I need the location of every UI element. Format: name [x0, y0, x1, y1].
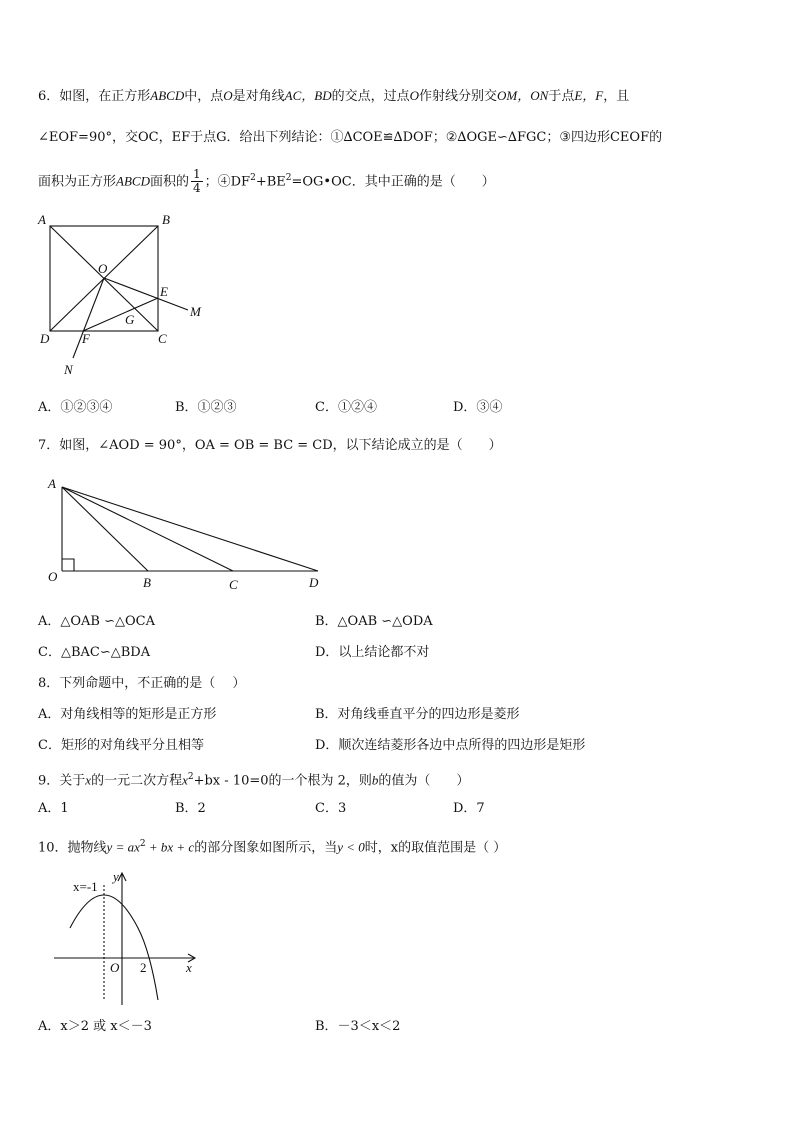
q10-option-a[interactable]: A．x＞2 或 x＜－3 — [38, 1019, 152, 1034]
q9-option-c[interactable]: C．3 — [315, 801, 347, 816]
label-O: O — [48, 569, 58, 584]
q7-stem: 7．如图，∠AOD = 90°，OA = OB = BC = CD，以下结论成立的是（ ） — [38, 438, 502, 453]
q10-option-b[interactable]: B．－3＜x＜2 — [315, 1019, 401, 1034]
q8-option-d[interactable]: D．顺次连结菱形各边中点所得的四边形是矩形 — [315, 738, 586, 753]
q9-stem: 9．关于x的一元二次方程$x^2+bx - 10=0$的一个根为 2，则b的值为（ ） — [38, 772, 470, 789]
label-y: y — [113, 869, 119, 884]
label-B: B — [162, 212, 170, 227]
label-F: F — [82, 331, 90, 346]
label-D: D — [40, 331, 50, 346]
q10-stem: 10．抛物线$y = ax^2$ + bx + c的部分图象如图所示，当y < 0时，x的取值范围是（ ） — [38, 839, 507, 856]
label-E: E — [160, 284, 168, 299]
q9-option-a[interactable]: A．1 — [38, 801, 69, 816]
label-two: 2 — [140, 960, 147, 975]
label-x: x — [186, 960, 192, 975]
parabola-curve — [70, 895, 158, 1000]
label-A: A — [38, 212, 46, 227]
q8-stem: 8．下列命题中，不正确的是（ ） — [38, 676, 246, 691]
label-A: A — [48, 476, 56, 491]
label-N: N — [64, 362, 73, 377]
q7-option-b[interactable]: B．△OAB ∽△ODA — [315, 614, 433, 629]
q6-option-b[interactable]: B．①②③ — [175, 400, 237, 415]
q6-line-1: 6．如图，在正方形ABCD中，点O是对角线AC，BD的交点，过点O作射线分别交OM，ON于点E，F，且 — [38, 88, 630, 104]
label-M: M — [190, 304, 201, 319]
q6-line-2: ∠EOF=90°，交OC，EF于点G．给出下列结论：①∆COE≌∆DOF；②∆OGE∽∆FGC；③四边形CEOF的 — [38, 130, 663, 145]
label-O: O — [98, 261, 108, 276]
label-C: C — [229, 577, 238, 592]
q7-option-d[interactable]: D．以上结论都不对 — [315, 645, 430, 660]
q8-option-c[interactable]: C．矩形的对角线平分且相等 — [38, 738, 204, 753]
label-D: D — [309, 575, 319, 590]
label-B: B — [143, 575, 151, 590]
q6-line-3: 面积为正方形ABCD面积的 $\frac{1}{4}$ ；$④DF^2+BE^2=OG•OC$．其中正确的是（ ） — [38, 167, 495, 196]
label-C: C — [158, 331, 167, 346]
q8-option-b[interactable]: B．对角线垂直平分的四边形是菱形 — [315, 707, 520, 722]
q7-option-c[interactable]: C．△BAC∽△BDA — [38, 645, 151, 660]
fraction-one-quarter: $\frac{1}{4}$ — [192, 167, 201, 196]
q8-option-a[interactable]: A．对角线相等的矩形是正方形 — [38, 707, 217, 722]
label-origin: O — [110, 960, 120, 975]
q9-option-d[interactable]: D．7 — [453, 801, 485, 816]
q6-option-d[interactable]: D．③④ — [453, 400, 503, 415]
label-G: G — [125, 312, 135, 327]
q7-option-a[interactable]: A．△OAB ∽△OCA — [38, 614, 156, 629]
q9-option-b[interactable]: B．2 — [175, 801, 206, 816]
q6-option-a[interactable]: A．①②③④ — [38, 400, 113, 415]
q6-option-c[interactable]: C．①②④ — [315, 400, 377, 415]
label-symmetry-axis: x=-1 — [73, 879, 98, 894]
